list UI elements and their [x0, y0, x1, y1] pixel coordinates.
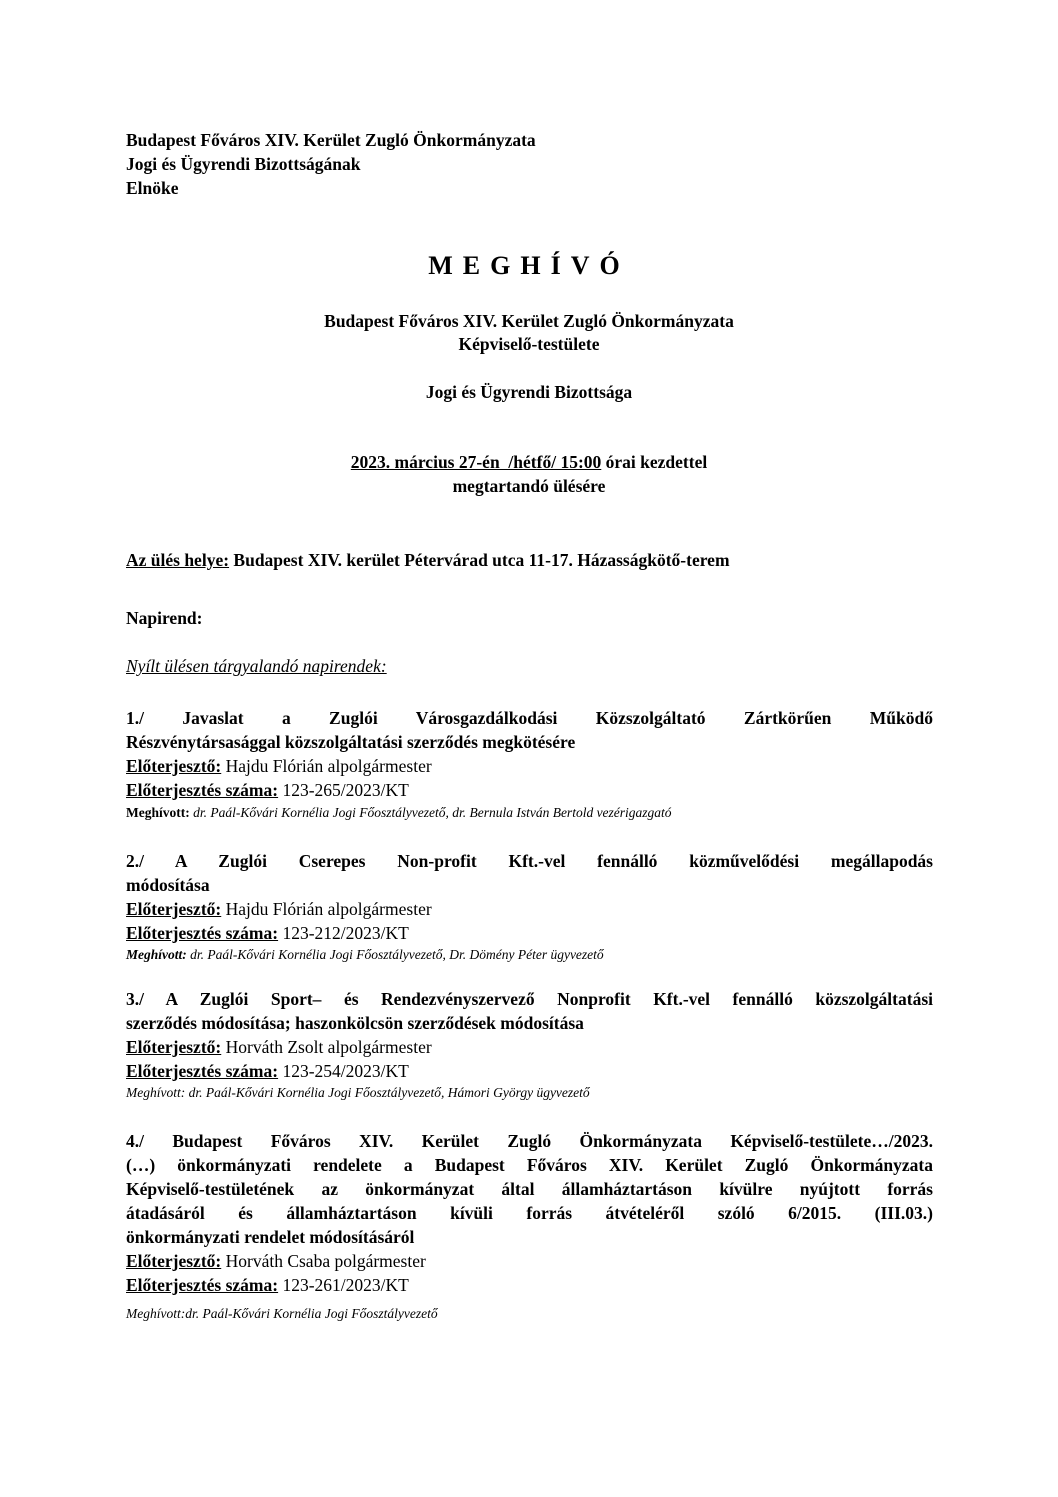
header-line-3: Elnöke [126, 178, 179, 198]
presenter-value: Hajdu Flórián alpolgármester [221, 899, 432, 919]
agenda-item-title-line: Részvénytársasággal közszolgáltatási szerződés megkötésére [126, 732, 576, 752]
org-line-1: Budapest Főváros XIV. Kerület Zugló Önkormányzata [324, 311, 734, 331]
venue-value: Budapest XIV. kerület Pétervárad utca 11-17. Házasságkötő-terem [229, 550, 730, 570]
org-line-2: Képviselő-testülete [458, 334, 600, 354]
presenter-label: Előterjesztő: [126, 1251, 222, 1271]
invited-value: dr. Paál-Kővári Kornélia Jogi Főosztályvezető, Hámori György ügyvezető [185, 1085, 590, 1100]
agenda-item-presenter [126, 1250, 426, 1272]
invited-value: dr. Paál-Kővári Kornélia Jogi Főosztályvezető [185, 1306, 438, 1321]
invited-value: dr. Paál-Kővári Kornélia Jogi Főosztályvezető, Dr. Dömény Péter ügyvezető [186, 947, 604, 962]
agenda-item-presenter [126, 755, 432, 777]
document-title: MEGHÍVÓ [428, 251, 630, 280]
agenda-item-title-line: átadásáról és államháztartáson kívüli forrás átvételéről szóló 6/2015. (III.03.) [126, 1203, 933, 1223]
agenda-item-title-line: önkormányzati rendelet módosításáról [126, 1227, 415, 1247]
meeting-date-rest: órai kezdettel [601, 452, 708, 472]
meeting-date [0, 451, 1058, 473]
agenda-item-presenter [126, 898, 432, 920]
venue-label: Az ülés helye: [126, 550, 230, 570]
agenda-item-number [126, 779, 409, 801]
agenda-item-title-line: Képviselő-testületének az önkormányzat által államháztartáson kívülre nyújtott forrás [126, 1179, 933, 1199]
agenda-item-number [126, 1274, 409, 1296]
org-line-3: Jogi és Ügyrendi Bizottsága [425, 382, 633, 402]
agenda-item-presenter [126, 1036, 432, 1058]
presenter-value: Hajdu Flórián alpolgármester [221, 756, 432, 776]
agenda-item-number [126, 1060, 409, 1082]
agenda-item-number [126, 922, 409, 944]
meeting-date-underlined: 2023. március 27-én /hétfő/ 15:00 [350, 452, 602, 472]
number-label: Előterjesztés száma: [126, 923, 279, 943]
agenda-item-title-line: módosítása [126, 875, 210, 895]
number-value: 123-265/2023/KT [278, 780, 409, 800]
number-label: Előterjesztés száma: [126, 780, 279, 800]
number-value: 123-212/2023/KT [278, 923, 409, 943]
agenda-item-invited [126, 946, 604, 964]
meeting-date-line-2: megtartandó ülésére [452, 476, 606, 496]
header-line-2: Jogi és Ügyrendi Bizottságának [126, 154, 361, 174]
open-session-label: Nyílt ülésen tárgyalandó napirendek: [126, 656, 387, 676]
number-label: Előterjesztés száma: [126, 1061, 279, 1081]
agenda-item-invited [126, 1084, 590, 1102]
agenda-item-invited [126, 804, 672, 822]
presenter-label: Előterjesztő: [126, 899, 222, 919]
number-label: Előterjesztés száma: [126, 1275, 279, 1295]
presenter-value: Horváth Csaba polgármester [221, 1251, 426, 1271]
invited-value: dr. Paál-Kővári Kornélia Jogi Főosztályvezető, dr. Bernula István Bertold vezérigazgató [189, 805, 672, 820]
agenda-item-title-line: 1./ Javaslat a Zuglói Városgazdálkodási Közszolgáltató Zártkörűen Működő [126, 708, 933, 728]
agenda-item-title-line: szerződés módosítása; haszonkölcsön szerződések módosítása [126, 1013, 584, 1033]
presenter-label: Előterjesztő: [126, 1037, 222, 1057]
number-value: 123-261/2023/KT [278, 1275, 409, 1295]
agenda-item-title-line: 3./ A Zuglói Sport– és Rendezvényszervező Nonprofit Kft.-vel fennálló közszolgáltatási [126, 989, 933, 1009]
agenda-item-title-line: 2./ A Zuglói Cserepes Non-profit Kft.-vel fennálló közművelődési megállapodás [126, 851, 933, 871]
invited-label: Meghívott: [126, 1306, 186, 1321]
agenda-item-title-line: (…) önkormányzati rendelete a Budapest Főváros XIV. Kerület Zugló Önkormányzata [126, 1155, 933, 1175]
invited-label: Meghívott: [126, 1085, 186, 1100]
presenter-value: Horváth Zsolt alpolgármester [221, 1037, 432, 1057]
invited-label: Meghívott: [126, 805, 190, 820]
agenda-item-title-line: 4./ Budapest Főváros XIV. Kerület Zugló Önkormányzata Képviselő-testülete…/2023. [126, 1131, 933, 1151]
presenter-label: Előterjesztő: [126, 756, 222, 776]
venue [126, 549, 730, 571]
invited-label: Meghívott: [126, 947, 187, 962]
header-line-1: Budapest Főváros XIV. Kerület Zugló Önkormányzata [126, 130, 536, 150]
agenda-item-invited [126, 1305, 438, 1323]
number-value: 123-254/2023/KT [278, 1061, 409, 1081]
agenda-label: Napirend: [126, 608, 203, 628]
